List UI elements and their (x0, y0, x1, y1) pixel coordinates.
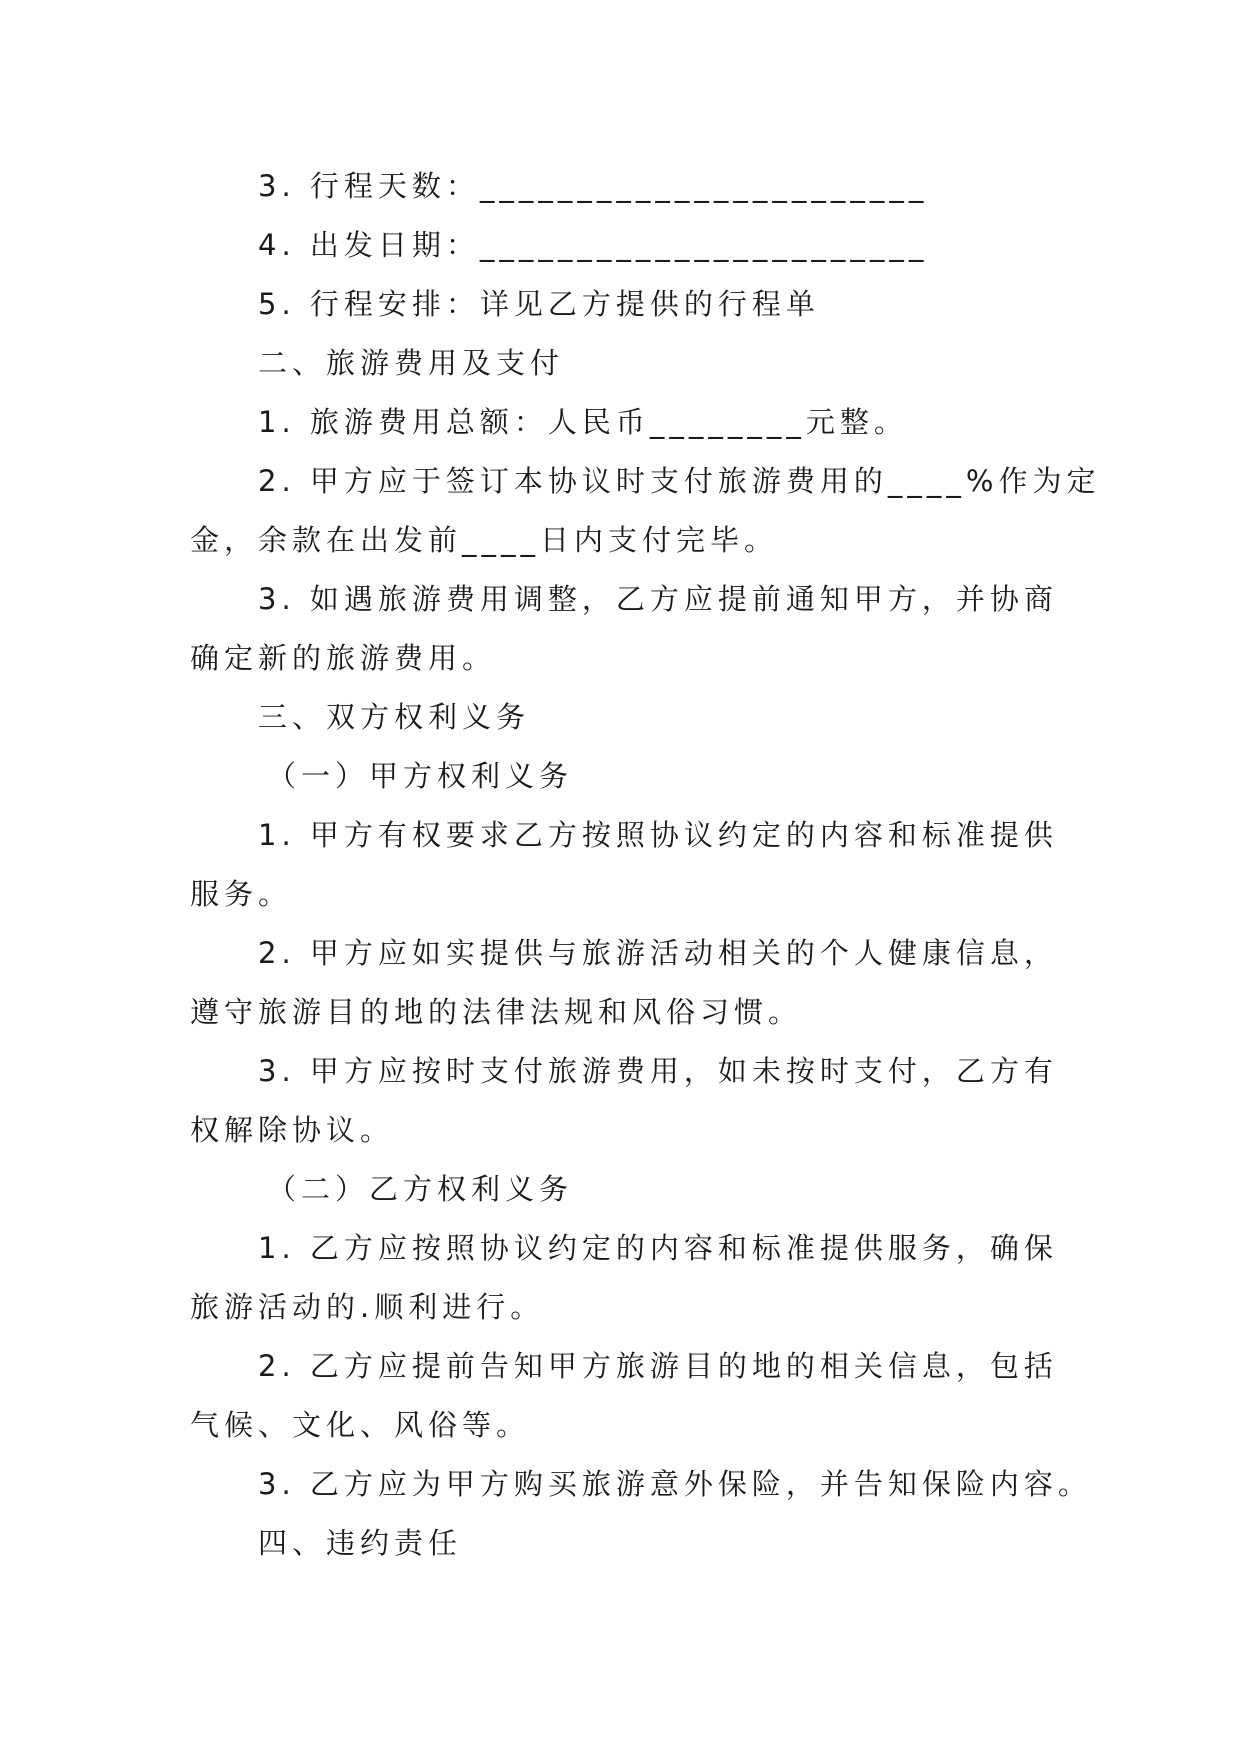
clause-line: 3. 乙方应为甲方购买旅游意外保险，并告知保险内容。 (258, 1467, 1092, 1501)
clause-line: 1. 乙方应按照协议约定的内容和标准提供服务，确保 (258, 1231, 1058, 1265)
clause-line: 权解除协议。 (190, 1113, 395, 1147)
clause-line: 5. 行程安排：详见乙方提供的行程单 (258, 287, 820, 321)
clause-line: 金，余款在出发前____日内支付完毕。 (190, 523, 779, 557)
clause-line: 确定新的旅游费用。 (190, 641, 497, 675)
clause-line: 2. 乙方应提前告知甲方旅游目的地的相关信息，包括 (258, 1349, 1058, 1383)
clause-line: 4. 出发日期：_______________________ (258, 228, 929, 262)
clause-line: 3. 如遇旅游费用调整，乙方应提前通知甲方，并协商 (258, 582, 1058, 616)
subsection-heading: （一）甲方权利义务 (267, 759, 574, 793)
clause-line: 气候、文化、风俗等。 (190, 1408, 531, 1442)
clause-line: 旅游活动的.顺利进行。 (190, 1290, 545, 1324)
clause-line: 服务。 (190, 877, 293, 911)
clause-line: 1. 甲方有权要求乙方按照协议约定的内容和标准提供 (258, 818, 1058, 852)
clause-line: 遵守旅游目的地的法律法规和风俗习惯。 (190, 995, 803, 1029)
clause-line: 1. 旅游费用总额：人民币________元整。 (258, 405, 908, 439)
clause-line: 2. 甲方应于签订本协议时支付旅游费用的____%作为定 (258, 464, 1101, 498)
section-heading: 四、违约责任 (258, 1526, 463, 1560)
clause-line: 3. 行程天数：_______________________ (258, 169, 929, 203)
section-heading: 三、双方权利义务 (258, 700, 531, 734)
clause-line: 2. 甲方应如实提供与旅游活动相关的个人健康信息， (258, 936, 1058, 970)
section-heading: 二、旅游费用及支付 (258, 346, 565, 380)
clause-line: 3. 甲方应按时支付旅游费用，如未按时支付，乙方有 (258, 1054, 1058, 1088)
subsection-heading: （二）乙方权利义务 (267, 1172, 574, 1206)
